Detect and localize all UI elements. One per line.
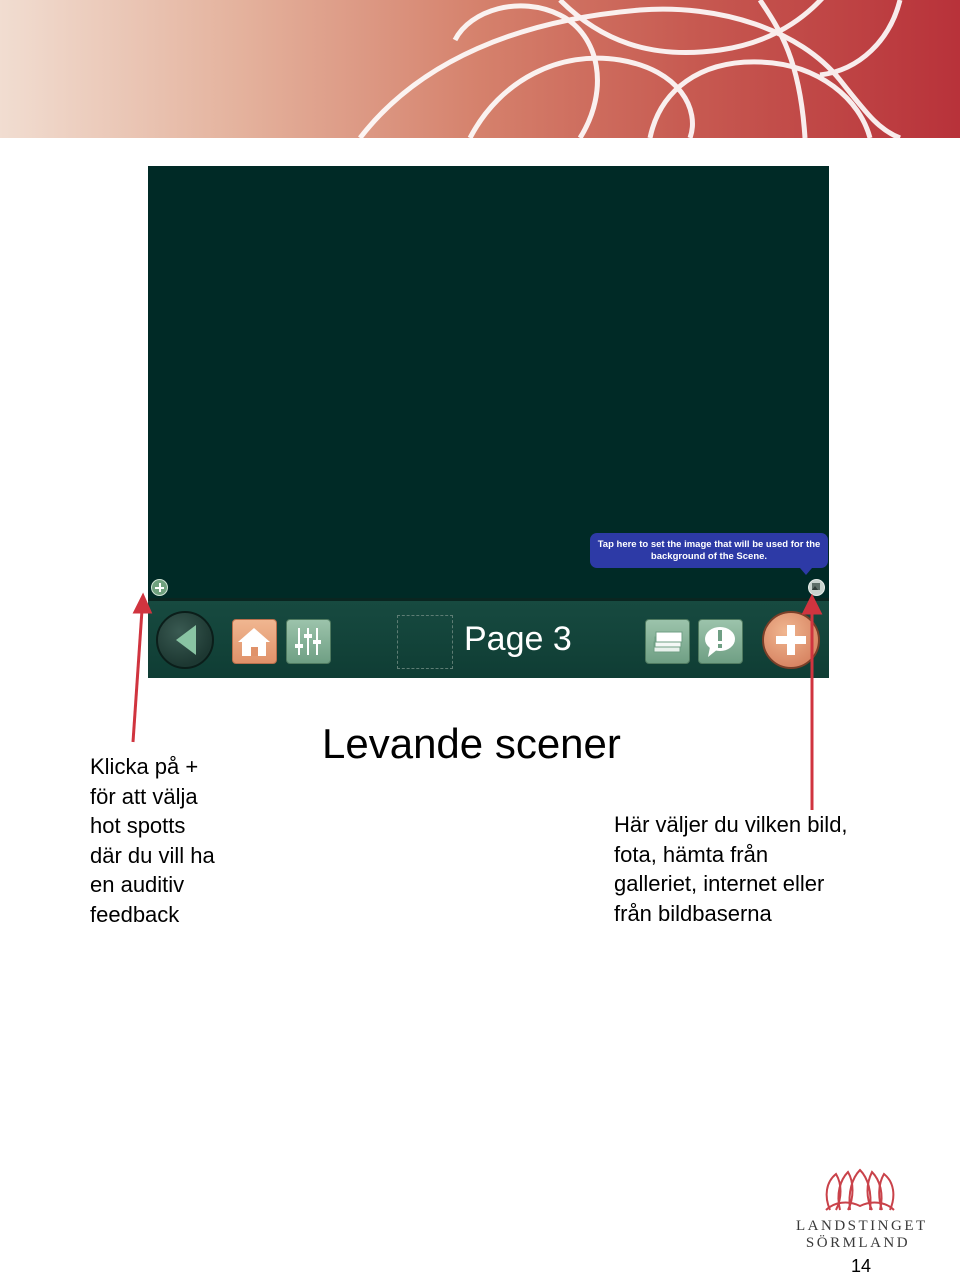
left-note-line: en auditiv — [90, 872, 185, 898]
right-note-line: från bildbaserna — [614, 900, 772, 926]
left-note-line: där du vill ha — [90, 842, 215, 868]
right-note-line: galleriet, internet eller — [614, 871, 825, 897]
organization-name — [796, 1218, 928, 1252]
logo-line-1: LANDSTINGET — [796, 1218, 928, 1234]
tooltip-line-2: background of the Scene. — [650, 551, 768, 562]
page-label: Page 3 — [464, 620, 572, 658]
right-instruction — [614, 810, 914, 928]
page-number: 14 — [851, 1256, 872, 1276]
tooltip-line-1: Tap here to set the image that will be used for the — [597, 539, 821, 550]
right-note-line: fota, hämta från — [614, 841, 769, 867]
left-note-line: hot spotts — [90, 813, 186, 839]
left-note-line: Klicka på + — [90, 754, 199, 779]
right-arrow-head — [804, 597, 820, 613]
logo-line-2: SÖRMLAND — [805, 1235, 911, 1251]
left-instruction — [90, 752, 280, 930]
left-arrow-line — [133, 610, 142, 742]
left-arrow-head — [135, 596, 150, 612]
right-note-line: Här väljer du vilken bild, — [614, 812, 848, 837]
slide-title: Levande scener — [322, 720, 621, 767]
left-note-line: feedback — [90, 901, 180, 927]
left-note-line: för att välja — [90, 783, 198, 809]
